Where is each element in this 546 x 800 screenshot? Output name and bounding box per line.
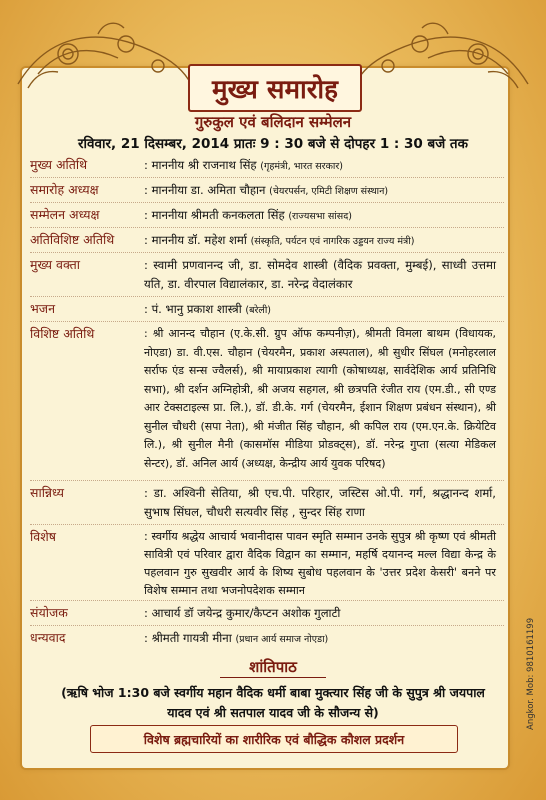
row-value: : स्वामी प्रणवानन्द जी, डा. सोमदेव शास्त्री (वैदिक प्रवक्ता, मुम्बई), साध्वी उत्तमा यति, डा. वीरपाल विद्यालंकार, डा. नरेन्द्र वेदालंकार xyxy=(144,258,496,291)
row-label: सम्मेलन अध्यक्ष xyxy=(30,207,100,222)
row-note: (चेयरपर्सन, एमिटी शिक्षण संस्थान) xyxy=(269,186,389,197)
page-title: मुख्य समारोह xyxy=(188,64,362,112)
divider xyxy=(30,600,504,601)
row-label: धन्यवाद xyxy=(30,630,66,645)
row-label: मुख्य अतिथि xyxy=(30,157,88,172)
divider xyxy=(30,177,504,178)
row-value: : श्रीमती गायत्री मीना xyxy=(144,631,232,645)
divider xyxy=(30,296,504,297)
divider xyxy=(30,524,504,525)
row-value: : श्री आनन्द चौहान (ए.के.सी. ग्रुप ऑफ कम्पनीज़), श्रीमती विमला बाथम (विधायक, नोएडा) डा. वी.एस. चौहान (चेयरमैन, प्रकाश अस्पताल), श्री सुधीर सिंघल (मनोहरलाल सर्राफ एंड सन्स ज्वैलर्स), श्री मायाप्रकाश त्यागी (कोषाध्यक्ष, सार्वदेशिक आर्य प्रतिनिधि सभा), श्री दर्शन अग्निहोत्री, श्री अजय सहगल, श्री छत्रपति रंजीत राय (एम.डी., सी एण्ड आर टेक्सटाइल्स प्रा. लि.), डॉ. डी.के. गर्ग (चेयरमैन, ईशान शिक्षण प्रबंधन संस्थान), श्री सुनील चौधरी (सपा नेता), श्री मंजीत सिंह चौहान, श्री कपिल राय (एम.एन.के. क्रियेटिव लि.), श्री सुनील मैनी (कासमॉस मीडिया प्रोडक्ट्स), डॉ. नरेन्द्र गुप्ता (सत्या मेडिकल सेन्टर), डॉ. अनिल आर्य (अध्यक्ष, केन्द्रीय आर्य युवक परिषद) xyxy=(144,327,496,470)
row-value: : माननीया डा. अमिता चौहान xyxy=(144,183,266,197)
row-value: : स्वर्गीय श्रद्धेय आचार्य भवानीदास पावन स्मृति सम्मान उनके सुपुत्र श्री कृष्ण एवं श्रीमती सावित्री एवं परिवार द्वारा वैदिक विद्वान का सम्मान, महर्षि दयानन्द मल्ल विद्या केन्द्र के पहलवान गुरु सुखवीर आर्य के शिष्य सुबोध पहलवान के 'उत्तर प्रदेश केसरी' बनने पर विशेष सम्मान तथा भजनोपदेशक सम्मान xyxy=(144,530,496,597)
row-value: : माननीया श्रीमती कनकलता सिंह xyxy=(144,208,285,222)
heading-underline xyxy=(220,677,326,678)
row-note: (राज्यसभा सांसद) xyxy=(288,211,352,222)
divider xyxy=(30,625,504,626)
row-note: (गृहमंत्री, भारत सरकार) xyxy=(260,161,343,172)
event-date-time: रविवार, 21 दिसम्बर, 2014 प्रातः 9 : 30 बजे से दोपहर 1 : 30 बजे तक xyxy=(78,136,468,152)
row-label: सान्निध्य xyxy=(30,485,65,500)
row-value: : पं. भानु प्रकाश शास्त्री xyxy=(144,302,242,316)
printer-credit: Angkor. Mob: 9810161199 xyxy=(526,617,536,730)
row-label: भजन xyxy=(30,301,56,316)
row-label: विशेष xyxy=(30,529,56,544)
row-note: (प्रधान आर्य समाज नोएडा) xyxy=(235,634,329,645)
divider xyxy=(30,252,504,253)
event-subtitle: गुरुकुल एवं बलिदान सम्मेलन xyxy=(194,113,352,131)
footer-banner: विशेष ब्रह्मचारियों का शारीरिक एवं बौद्धिक कौशल प्रदर्शन xyxy=(90,725,458,753)
shantipath-heading: शांतिपाठ xyxy=(249,658,297,676)
row-note: (संस्कृति, पर्यटन एवं नागरिक उड्डयन राज्य मंत्री) xyxy=(250,236,415,247)
row-value: : माननीय श्री राजनाथ सिंह xyxy=(144,158,257,172)
row-value: : आचार्य डॉ जयेन्द्र कुमार/कैप्टन अशोक गुलाटी xyxy=(144,606,341,620)
row-label: विशिष्ट अतिथि xyxy=(30,326,95,341)
divider xyxy=(30,321,504,322)
row-label: मुख्य वक्ता xyxy=(30,257,81,272)
row-note: (बरेली) xyxy=(245,305,272,316)
row-value: : डा. अश्विनी सेतिया, श्री एच.पी. परिहार, जस्टिस ओ.पी. गर्ग, श्रद्धानन्द शर्मा, सुभाष सिंघल, चौधरी सत्यवीर सिंह , सुन्दर सिंह राणा xyxy=(144,486,496,519)
row-value: : माननीय डॉ. महेश शर्मा xyxy=(144,233,247,247)
divider xyxy=(30,227,504,228)
row-label: समारोह अध्यक्ष xyxy=(30,182,99,197)
floral-ornament-left xyxy=(8,14,198,96)
row-label: अतिविशिष्ट अतिथि xyxy=(30,232,115,247)
divider xyxy=(30,202,504,203)
rishi-bhoj-note: (ऋषि भोज 1:30 बजे स्वर्गीय महान वैदिक धर्मी बाबा मुक्त्यार सिंह जी के सुपुत्र श्री जयपाल यादव एवं श्री सतपाल यादव जी के सौजन्य से) xyxy=(61,685,485,720)
floral-ornament-right xyxy=(348,14,538,96)
row-label: संयोजक xyxy=(30,605,68,620)
divider xyxy=(30,480,504,481)
